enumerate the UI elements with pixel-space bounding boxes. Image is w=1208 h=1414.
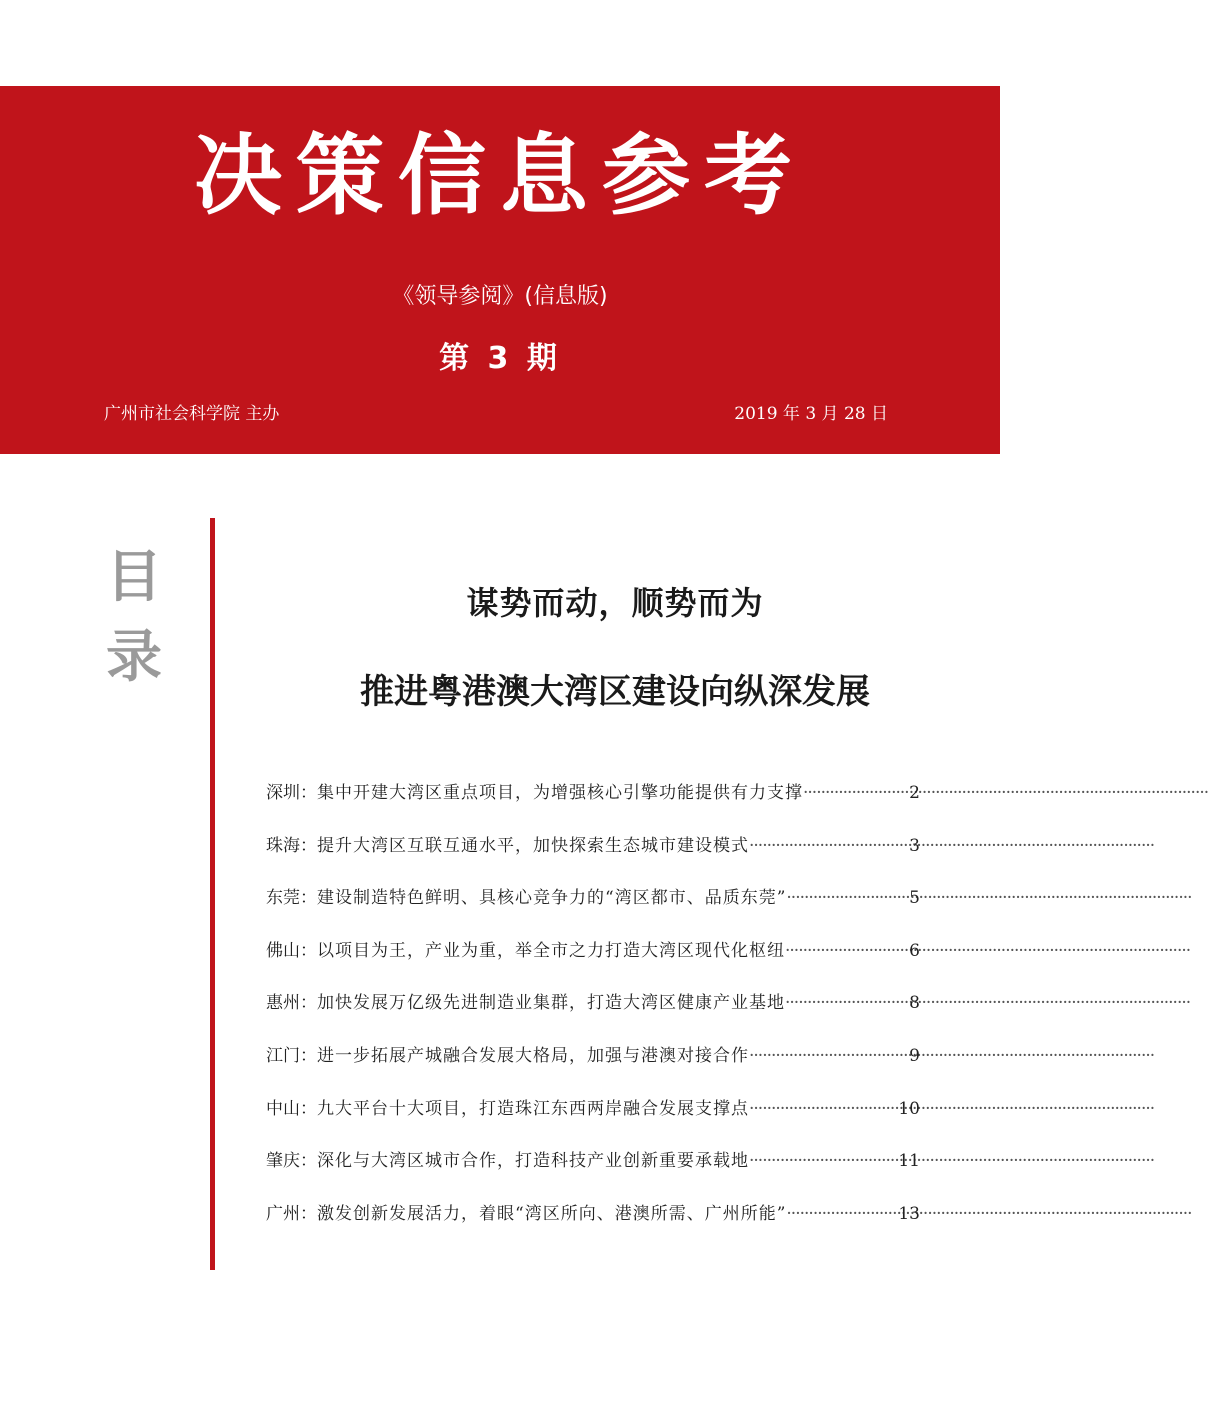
- toc-item-zhongshan[interactable]: [266, 1094, 920, 1147]
- leader-dots: [785, 993, 909, 1013]
- publish-date: 2019 年 3 月 28 日: [734, 404, 888, 424]
- issue-number: 第 3 期: [439, 341, 561, 376]
- publisher-host: 广州市社会科学院 主办: [104, 404, 280, 424]
- leader-dots: [749, 836, 909, 856]
- toc-page-number: 6: [909, 940, 920, 961]
- toc-item-zhuhai[interactable]: [266, 831, 920, 884]
- toc-item-huizhou[interactable]: [266, 988, 920, 1041]
- toc-page-number: 8: [909, 993, 920, 1014]
- toc-label: [102, 538, 166, 697]
- toc-city: 深圳：: [266, 783, 317, 803]
- leader-dots: [786, 1204, 898, 1224]
- leader-dots: [749, 1099, 898, 1119]
- toc-list: [266, 778, 920, 1251]
- masthead-title: 决策信息参考: [193, 124, 806, 227]
- toc-title: 九大平台十大项目，打造珠江东西两岸融合发展支撑点: [317, 1098, 749, 1119]
- toc-label-char: 录: [106, 624, 162, 690]
- leader-dots: [749, 1151, 898, 1171]
- toc-item-zhaoqing[interactable]: [266, 1146, 920, 1199]
- toc-city: 惠州：: [266, 993, 317, 1014]
- toc-item-foshan[interactable]: [266, 936, 920, 989]
- leader-dots: [803, 783, 909, 803]
- toc-city: 中山：: [266, 1098, 317, 1119]
- toc-title: 以项目为王，产业为重，举全市之力打造大湾区现代化枢纽: [317, 940, 785, 961]
- toc-title: 激发创新发展活力，着眼“湾区所向、港澳所需、广州所能”: [317, 1203, 787, 1224]
- toc-title: 集中开建大湾区重点项目，为增强核心引擎功能提供有力支撑: [317, 783, 803, 803]
- toc-item-shenzhen[interactable]: [266, 778, 920, 831]
- toc-title: 建设制造特色鲜明、具核心竞争力的“湾区都市、品质东莞”: [317, 888, 787, 909]
- toc-city: 佛山：: [266, 940, 317, 961]
- toc-page-number: 13: [898, 1203, 920, 1224]
- toc-page-number: 3: [909, 835, 920, 856]
- leader-dots: [786, 888, 909, 908]
- toc-page-number: 11: [898, 1151, 920, 1172]
- toc-city: 广州：: [266, 1203, 317, 1224]
- toc-page-number: 5: [909, 888, 920, 909]
- toc-city: 江门：: [266, 1045, 317, 1066]
- divider-line: [210, 518, 215, 1270]
- toc-page-number: 2: [909, 783, 920, 803]
- toc-title: 进一步拓展产城融合发展大格局，加强与港澳对接合作: [317, 1045, 749, 1066]
- leader-dots: [749, 1046, 909, 1066]
- toc-page-number: 10: [898, 1098, 920, 1119]
- toc-title: 深化与大湾区城市合作，打造科技产业创新重要承载地: [317, 1151, 749, 1172]
- masthead-subtitle: 《领导参阅》(信息版): [392, 284, 608, 309]
- toc-city: 东莞：: [266, 888, 317, 909]
- toc-title: 提升大湾区互联互通水平，加快探索生态城市建设模式: [317, 835, 749, 856]
- headline-line-2: 推进粤港澳大湾区建设向纵深发展: [360, 672, 870, 712]
- toc-city: 肇庆：: [266, 1151, 317, 1172]
- headline-line-1: 谋势而动，顺势而为: [466, 584, 764, 622]
- toc-label-char: 目: [106, 545, 162, 610]
- toc-title: 加快发展万亿级先进制造业集群，打造大湾区健康产业基地: [317, 993, 785, 1014]
- toc-page-number: 9: [909, 1045, 920, 1066]
- toc-city: 珠海：: [266, 835, 317, 856]
- toc-item-jiangmen[interactable]: [266, 1041, 920, 1094]
- toc-item-dongguan[interactable]: [266, 883, 920, 936]
- toc-item-guangzhou[interactable]: [266, 1199, 920, 1252]
- leader-dots: [785, 941, 909, 961]
